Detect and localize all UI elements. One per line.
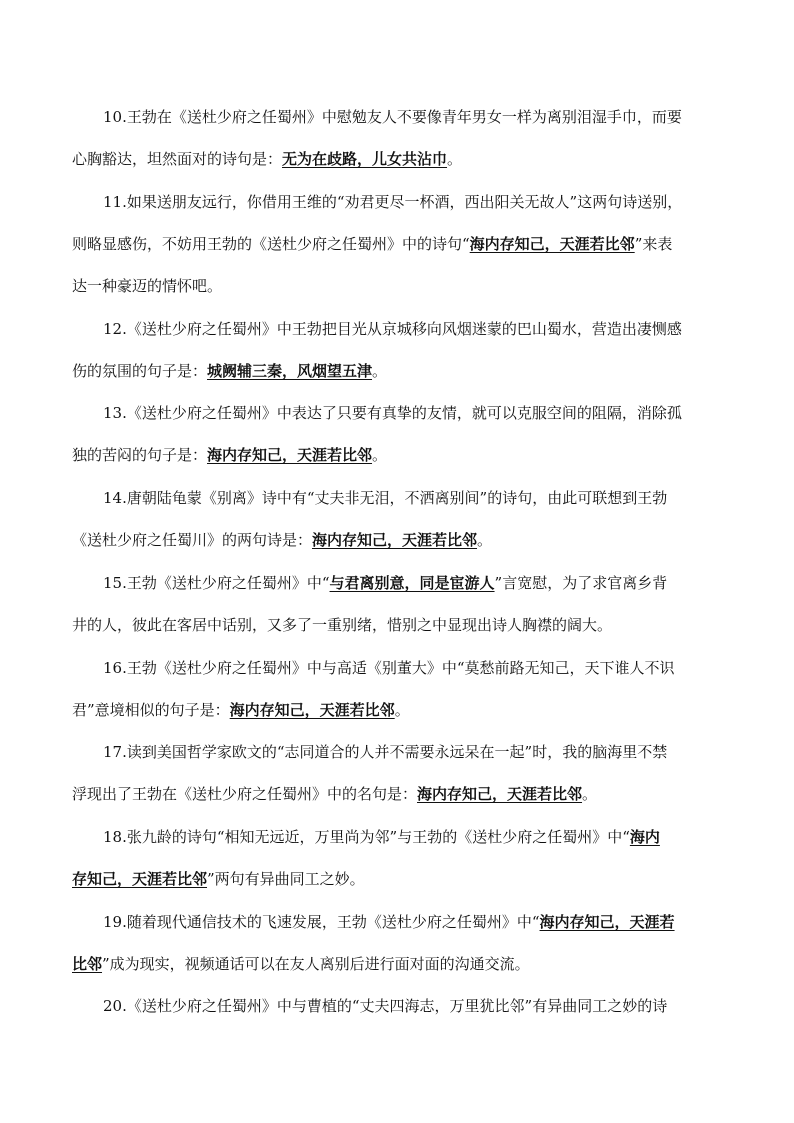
answer-text: 比邻 [72,955,103,973]
question-line [103,827,660,847]
question-line [72,784,597,804]
question-text: 。 [394,701,410,719]
question-line [103,192,682,212]
answer-text: 海内存知己，天涯若比邻 [229,701,395,719]
question-text: 14.唐朝陆龟蒙《别离》诗中有“丈夫非无泪，不洒离别间”的诗句，由此可联想到王勃 [103,489,668,507]
question-line [72,869,365,889]
question-line [72,361,387,381]
answer-text: 海内存知己，天涯若 [539,913,675,931]
question-text: 19.随着现代通信技术的飞速发展，王勃《送杜少府之任蜀州》中“ [103,913,540,931]
question-text: 伤的氛围的句子是： [72,362,208,380]
question-text: 18.张九龄的诗句“相知无远近，万里尚为邻”与王勃的《送杜少府之任蜀州》中“ [103,828,630,846]
question-line [103,742,667,762]
question-line [72,700,410,720]
question-line [103,658,675,678]
answer-text: 海内 [629,828,660,846]
question-text: ”言宽慰，为了求官离乡背 [494,574,668,592]
question-text: 15.王勃《送杜少府之任蜀州》中“ [103,574,330,592]
question-text: 浮现出了王勃在《送杜少府之任蜀州》中的名句是： [72,785,418,803]
question-text: 10.王勃在《送杜少府之任蜀州》中慰勉友人不要像青年男女一样为离别泪湿手巾，而要 [103,108,682,126]
question-line [103,319,682,339]
question-text: 心胸豁达，坦然面对的诗句是： [72,150,283,168]
question-text: 则略显感伤，不妨用王勃的《送杜少府之任蜀州》中的诗句“ [72,235,470,253]
question-text: 。 [372,446,388,464]
answer-text: 城阙辅三秦，风烟望五津 [207,362,373,380]
question-line [103,107,682,127]
answer-text: 存知己，天涯若比邻 [72,870,208,888]
question-text: 独的苦闷的句子是： [72,446,208,464]
answer-text: 海内存知己，天涯若比邻 [207,446,373,464]
question-text: 16.王勃《送杜少府之任蜀州》中与高适《别董大》中“莫愁前路无知己，天下谁人不识 [103,659,675,677]
question-text: 20.《送杜少府之任蜀州》中与曹植的“丈夫四海志，万里犹比邻”有异曲同工之妙的诗 [103,997,668,1015]
question-text: 11.如果送朋友远行，你借用王维的“劝君更尽一杯酒，西出阳关无故人”这两句诗送别， [103,193,683,211]
question-line [103,573,667,593]
question-text: 12.《送杜少府之任蜀州》中王勃把目光从京城移向风烟迷蒙的巴山蜀水，营造出凄恻感 [103,320,682,338]
question-text: 达一种豪迈的情怀吧。 [72,277,223,295]
question-text: ”成为现实，视频通话可以在友人离别后进行面对面的沟通交流。 [102,955,530,973]
question-text: ”来表 [634,235,673,253]
answer-text: 与君离别意，同是宦游人 [329,574,495,592]
question-line [72,276,222,296]
question-text: 13.《送杜少府之任蜀州》中表达了只要有真挚的友情，就可以克服空间的阻隔，消除孤 [103,404,682,422]
question-line [72,615,612,635]
question-line [72,530,492,550]
question-line [72,954,530,974]
question-text: ”两句有异曲同工之妙。 [207,870,365,888]
question-line [103,996,667,1016]
question-text: 君”意境相似的句子是： [72,701,230,719]
question-line [103,912,675,932]
question-line [103,403,682,423]
question-line [72,445,387,465]
question-text: 。 [477,531,493,549]
answer-text: 无为在歧路，儿女共沾巾 [282,150,448,168]
answer-text: 海内存知己，天涯若比邻 [312,531,478,549]
answer-text: 海内存知己，天涯若比邻 [417,785,583,803]
question-line [103,488,667,508]
question-text: 。 [582,785,598,803]
question-text: 。 [447,150,463,168]
question-text: 《送杜少府之任蜀川》的两句诗是： [72,531,313,549]
answer-text: 海内存知己，天涯若比邻 [469,235,635,253]
question-text: 。 [372,362,388,380]
question-line [72,234,672,254]
question-text: 17.读到美国哲学家欧文的“志同道合的人并不需要永远呆在一起”时，我的脑海里不禁 [103,743,668,761]
question-line [72,149,462,169]
question-text: 井的人，彼此在客居中话别，又多了一重别绪，惜别之中显现出诗人胸襟的阔大。 [72,616,613,634]
